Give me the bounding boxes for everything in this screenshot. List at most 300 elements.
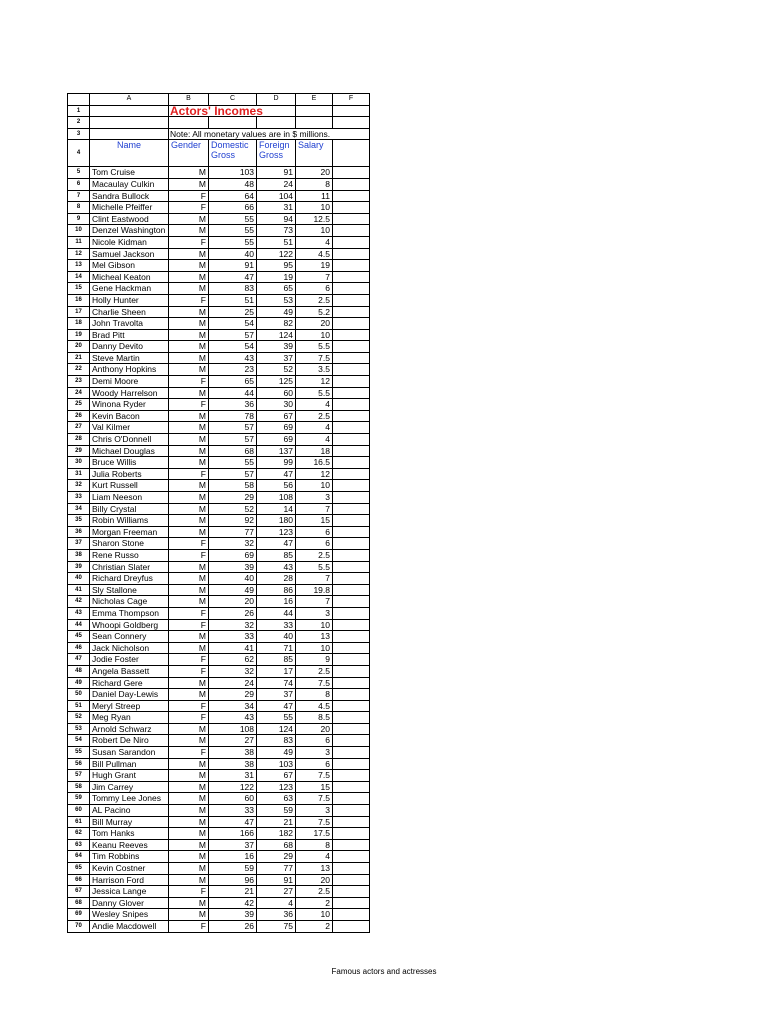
cell-foreign-gross[interactable]: 67 — [257, 770, 296, 782]
cell[interactable] — [333, 607, 370, 619]
cell-gender[interactable]: M — [169, 271, 209, 283]
cell[interactable] — [333, 874, 370, 886]
cell-foreign-gross[interactable]: 29 — [257, 851, 296, 863]
cell-gender[interactable]: M — [169, 631, 209, 643]
cell-domestic-gross[interactable]: 77 — [209, 526, 257, 538]
cell-name[interactable]: AL Pacino — [90, 805, 169, 817]
cell-foreign-gross[interactable]: 86 — [257, 584, 296, 596]
cell-foreign-gross[interactable]: 85 — [257, 654, 296, 666]
row-number[interactable]: 13 — [68, 260, 90, 272]
cell-foreign-gross[interactable]: 65 — [257, 283, 296, 295]
cell-name[interactable]: Anthony Hopkins — [90, 364, 169, 376]
cell-name[interactable]: Tom Hanks — [90, 828, 169, 840]
cell-foreign-gross[interactable]: 37 — [257, 352, 296, 364]
cell-salary[interactable]: 7 — [296, 596, 333, 608]
row-number[interactable]: 38 — [68, 549, 90, 561]
cell-domestic-gross[interactable]: 47 — [209, 271, 257, 283]
cell-name[interactable]: Wesley Snipes — [90, 909, 169, 921]
cell-salary[interactable]: 12 — [296, 468, 333, 480]
cell-gender[interactable]: M — [169, 874, 209, 886]
cell[interactable] — [333, 167, 370, 179]
cell[interactable] — [333, 723, 370, 735]
cell-foreign-gross[interactable]: 49 — [257, 747, 296, 759]
row-number[interactable]: 28 — [68, 434, 90, 446]
cell-domestic-gross[interactable]: 68 — [209, 445, 257, 457]
row-number[interactable]: 23 — [68, 376, 90, 388]
cell-salary[interactable]: 6 — [296, 735, 333, 747]
cell-domestic-gross[interactable]: 55 — [209, 225, 257, 237]
cell[interactable] — [333, 561, 370, 573]
cell-domestic-gross[interactable]: 41 — [209, 642, 257, 654]
cell[interactable] — [333, 434, 370, 446]
cell-gender[interactable]: M — [169, 445, 209, 457]
cell[interactable] — [333, 117, 370, 129]
cell-foreign-gross[interactable]: 77 — [257, 863, 296, 875]
cell-name[interactable]: Jack Nicholson — [90, 642, 169, 654]
cell-salary[interactable]: 4 — [296, 434, 333, 446]
cell-gender[interactable]: M — [169, 341, 209, 353]
cell-salary[interactable]: 15 — [296, 781, 333, 793]
cell-name[interactable]: Danny Glover — [90, 897, 169, 909]
cell-foreign-gross[interactable]: 69 — [257, 434, 296, 446]
cell-name[interactable]: Susan Sarandon — [90, 747, 169, 759]
cell-domestic-gross[interactable]: 69 — [209, 549, 257, 561]
cell-domestic-gross[interactable]: 21 — [209, 886, 257, 898]
column-header[interactable]: E — [296, 94, 333, 106]
cell-salary[interactable]: 16.5 — [296, 457, 333, 469]
cell[interactable] — [333, 105, 370, 117]
cell[interactable] — [296, 117, 333, 129]
cell-domestic-gross[interactable]: 55 — [209, 457, 257, 469]
cell-name[interactable]: Richard Gere — [90, 677, 169, 689]
cell-gender[interactable]: M — [169, 526, 209, 538]
cell-gender[interactable]: M — [169, 225, 209, 237]
cell-foreign-gross[interactable]: 21 — [257, 816, 296, 828]
cell-domestic-gross[interactable]: 37 — [209, 839, 257, 851]
cell[interactable] — [333, 920, 370, 932]
cell-salary[interactable]: 5.5 — [296, 341, 333, 353]
cell[interactable] — [333, 225, 370, 237]
row-number[interactable]: 14 — [68, 271, 90, 283]
cell-gender[interactable]: M — [169, 863, 209, 875]
cell-domestic-gross[interactable]: 43 — [209, 712, 257, 724]
cell-domestic-gross[interactable]: 122 — [209, 781, 257, 793]
cell-foreign-gross[interactable]: 47 — [257, 700, 296, 712]
cell-name[interactable]: Bill Murray — [90, 816, 169, 828]
cell-foreign-gross[interactable]: 180 — [257, 515, 296, 527]
row-number[interactable]: 59 — [68, 793, 90, 805]
cell-foreign-gross[interactable]: 103 — [257, 758, 296, 770]
cell[interactable] — [333, 341, 370, 353]
row-number[interactable]: 16 — [68, 294, 90, 306]
cell-name[interactable]: Robert De Niro — [90, 735, 169, 747]
cell-name[interactable]: Christian Slater — [90, 561, 169, 573]
cell-foreign-gross[interactable]: 104 — [257, 190, 296, 202]
cell-salary[interactable]: 3 — [296, 607, 333, 619]
cell-name[interactable]: Michael Douglas — [90, 445, 169, 457]
cell-name[interactable]: Billy Crystal — [90, 503, 169, 515]
cell-salary[interactable]: 19.8 — [296, 584, 333, 596]
cell-gender[interactable]: M — [169, 167, 209, 179]
cell-foreign-gross[interactable]: 36 — [257, 909, 296, 921]
row-number[interactable]: 66 — [68, 874, 90, 886]
cell[interactable] — [333, 805, 370, 817]
cell-domestic-gross[interactable]: 43 — [209, 352, 257, 364]
cell-foreign-gross[interactable]: 37 — [257, 689, 296, 701]
cell-gender[interactable]: M — [169, 805, 209, 817]
cell[interactable] — [333, 816, 370, 828]
cell-domestic-gross[interactable]: 29 — [209, 492, 257, 504]
cell[interactable] — [333, 445, 370, 457]
row-number[interactable]: 53 — [68, 723, 90, 735]
cell-gender[interactable]: F — [169, 654, 209, 666]
row-number[interactable]: 1 — [68, 105, 90, 117]
cell-domestic-gross[interactable]: 40 — [209, 248, 257, 260]
cell-domestic-gross[interactable]: 32 — [209, 619, 257, 631]
cell-foreign-gross[interactable]: 99 — [257, 457, 296, 469]
cell-gender[interactable]: M — [169, 318, 209, 330]
cell-name[interactable]: Sharon Stone — [90, 538, 169, 550]
header-foreign-gross[interactable]: Foreign Gross — [257, 140, 296, 167]
cell[interactable] — [333, 619, 370, 631]
cell-domestic-gross[interactable]: 16 — [209, 851, 257, 863]
cell-gender[interactable]: M — [169, 770, 209, 782]
cell-gender[interactable]: M — [169, 260, 209, 272]
cell[interactable] — [333, 480, 370, 492]
row-number[interactable]: 31 — [68, 468, 90, 480]
cell-domestic-gross[interactable]: 25 — [209, 306, 257, 318]
cell-domestic-gross[interactable]: 103 — [209, 167, 257, 179]
cell-foreign-gross[interactable]: 33 — [257, 619, 296, 631]
cell-name[interactable]: Chris O'Donnell — [90, 434, 169, 446]
cell-foreign-gross[interactable]: 19 — [257, 271, 296, 283]
cell-foreign-gross[interactable]: 85 — [257, 549, 296, 561]
cell-gender[interactable]: M — [169, 677, 209, 689]
cell[interactable] — [333, 781, 370, 793]
cell-foreign-gross[interactable]: 28 — [257, 573, 296, 585]
cell-name[interactable]: Tom Cruise — [90, 167, 169, 179]
column-header[interactable]: D — [257, 94, 296, 106]
cell-domestic-gross[interactable]: 65 — [209, 376, 257, 388]
cell-salary[interactable]: 2.5 — [296, 410, 333, 422]
cell-gender[interactable]: M — [169, 561, 209, 573]
row-number[interactable]: 29 — [68, 445, 90, 457]
cell-gender[interactable]: F — [169, 294, 209, 306]
cell-gender[interactable]: M — [169, 480, 209, 492]
cell[interactable] — [333, 584, 370, 596]
cell-domestic-gross[interactable]: 33 — [209, 631, 257, 643]
cell-foreign-gross[interactable]: 24 — [257, 178, 296, 190]
row-number[interactable]: 15 — [68, 283, 90, 295]
cell-domestic-gross[interactable]: 39 — [209, 909, 257, 921]
cell-name[interactable]: Bill Pullman — [90, 758, 169, 770]
cell[interactable] — [333, 492, 370, 504]
row-number[interactable]: 39 — [68, 561, 90, 573]
cell-salary[interactable]: 3 — [296, 492, 333, 504]
cell-domestic-gross[interactable]: 47 — [209, 816, 257, 828]
row-number[interactable]: 7 — [68, 190, 90, 202]
cell-salary[interactable]: 6 — [296, 283, 333, 295]
cell-salary[interactable]: 10 — [296, 909, 333, 921]
cell-name[interactable]: Charlie Sheen — [90, 306, 169, 318]
cell-salary[interactable]: 7.5 — [296, 816, 333, 828]
cell-gender[interactable]: F — [169, 607, 209, 619]
cell[interactable] — [333, 596, 370, 608]
cell-name[interactable]: Kevin Bacon — [90, 410, 169, 422]
cell-name[interactable]: Mel Gibson — [90, 260, 169, 272]
cell-gender[interactable]: M — [169, 329, 209, 341]
cell-domestic-gross[interactable]: 58 — [209, 480, 257, 492]
cell-name[interactable]: Meg Ryan — [90, 712, 169, 724]
cell-domestic-gross[interactable]: 166 — [209, 828, 257, 840]
cell-salary[interactable]: 2.5 — [296, 665, 333, 677]
cell-gender[interactable]: M — [169, 584, 209, 596]
cell-salary[interactable]: 6 — [296, 538, 333, 550]
row-number[interactable]: 4 — [68, 140, 90, 167]
cell-name[interactable]: Nicole Kidman — [90, 236, 169, 248]
cell-gender[interactable]: M — [169, 503, 209, 515]
cell[interactable] — [333, 376, 370, 388]
cell-domestic-gross[interactable]: 40 — [209, 573, 257, 585]
cell-domestic-gross[interactable]: 57 — [209, 422, 257, 434]
cell[interactable] — [333, 260, 370, 272]
cell-foreign-gross[interactable]: 82 — [257, 318, 296, 330]
cell-gender[interactable]: F — [169, 376, 209, 388]
cell[interactable] — [333, 631, 370, 643]
cell-foreign-gross[interactable]: 51 — [257, 236, 296, 248]
cell-salary[interactable]: 4.5 — [296, 248, 333, 260]
cell-domestic-gross[interactable]: 91 — [209, 260, 257, 272]
cell-foreign-gross[interactable]: 94 — [257, 213, 296, 225]
cell-foreign-gross[interactable]: 47 — [257, 468, 296, 480]
cell[interactable] — [333, 387, 370, 399]
cell-foreign-gross[interactable]: 47 — [257, 538, 296, 550]
cell-salary[interactable]: 7 — [296, 503, 333, 515]
cell-gender[interactable]: F — [169, 549, 209, 561]
cell-salary[interactable]: 17.5 — [296, 828, 333, 840]
cell-foreign-gross[interactable]: 91 — [257, 167, 296, 179]
cell-name[interactable]: Whoopi Goldberg — [90, 619, 169, 631]
row-number[interactable]: 19 — [68, 329, 90, 341]
row-number[interactable]: 64 — [68, 851, 90, 863]
cell-domestic-gross[interactable]: 34 — [209, 700, 257, 712]
cell[interactable] — [333, 573, 370, 585]
cell-name[interactable]: Julia Roberts — [90, 468, 169, 480]
cell-gender[interactable]: F — [169, 619, 209, 631]
cell-salary[interactable]: 3 — [296, 805, 333, 817]
cell-name[interactable]: Bruce Willis — [90, 457, 169, 469]
cell-domestic-gross[interactable]: 48 — [209, 178, 257, 190]
cell-name[interactable]: Michelle Pfeiffer — [90, 202, 169, 214]
cell[interactable] — [333, 549, 370, 561]
row-number[interactable]: 25 — [68, 399, 90, 411]
row-number[interactable]: 55 — [68, 747, 90, 759]
cell-foreign-gross[interactable]: 75 — [257, 920, 296, 932]
cell-salary[interactable]: 5.2 — [296, 306, 333, 318]
cell-gender[interactable]: M — [169, 828, 209, 840]
cell-foreign-gross[interactable]: 55 — [257, 712, 296, 724]
cell[interactable] — [333, 770, 370, 782]
cell-domestic-gross[interactable]: 57 — [209, 468, 257, 480]
cell-name[interactable]: Angela Bassett — [90, 665, 169, 677]
cell-domestic-gross[interactable]: 54 — [209, 318, 257, 330]
cell-gender[interactable]: F — [169, 700, 209, 712]
cell-name[interactable]: Harrison Ford — [90, 874, 169, 886]
cell-domestic-gross[interactable]: 27 — [209, 735, 257, 747]
cell-salary[interactable]: 4 — [296, 422, 333, 434]
cell-salary[interactable]: 10 — [296, 329, 333, 341]
row-number[interactable]: 57 — [68, 770, 90, 782]
row-number[interactable]: 41 — [68, 584, 90, 596]
cell-name[interactable]: Richard Dreyfus — [90, 573, 169, 585]
cell[interactable] — [90, 105, 169, 117]
cell-salary[interactable]: 7 — [296, 271, 333, 283]
row-number[interactable]: 2 — [68, 117, 90, 129]
cell-gender[interactable]: F — [169, 665, 209, 677]
cell[interactable] — [90, 117, 169, 129]
cell-salary[interactable]: 2.5 — [296, 549, 333, 561]
cell-gender[interactable]: M — [169, 515, 209, 527]
cell-salary[interactable]: 2.5 — [296, 886, 333, 898]
sheet-title[interactable]: Actors' Incomes — [169, 105, 296, 117]
cell[interactable] — [333, 140, 370, 167]
row-number[interactable]: 36 — [68, 526, 90, 538]
cell-name[interactable]: Hugh Grant — [90, 770, 169, 782]
cell[interactable] — [257, 117, 296, 129]
row-number[interactable]: 5 — [68, 167, 90, 179]
cell-gender[interactable]: M — [169, 352, 209, 364]
column-header[interactable]: B — [169, 94, 209, 106]
cell-salary[interactable]: 7.5 — [296, 770, 333, 782]
cell-gender[interactable]: M — [169, 422, 209, 434]
cell[interactable] — [333, 202, 370, 214]
cell-foreign-gross[interactable]: 124 — [257, 329, 296, 341]
cell[interactable] — [333, 863, 370, 875]
cell-gender[interactable]: F — [169, 538, 209, 550]
cell-gender[interactable]: M — [169, 573, 209, 585]
cell-name[interactable]: Sean Connery — [90, 631, 169, 643]
cell-foreign-gross[interactable]: 71 — [257, 642, 296, 654]
column-header[interactable]: A — [90, 94, 169, 106]
cell-domestic-gross[interactable]: 42 — [209, 897, 257, 909]
cell[interactable] — [333, 457, 370, 469]
cell-gender[interactable]: M — [169, 781, 209, 793]
cell-foreign-gross[interactable]: 124 — [257, 723, 296, 735]
cell-domestic-gross[interactable]: 96 — [209, 874, 257, 886]
cell-domestic-gross[interactable]: 83 — [209, 283, 257, 295]
row-number[interactable]: 8 — [68, 202, 90, 214]
cell-name[interactable]: Macaulay Culkin — [90, 178, 169, 190]
cell-name[interactable]: Nicholas Cage — [90, 596, 169, 608]
cell-salary[interactable]: 4 — [296, 399, 333, 411]
cell-foreign-gross[interactable]: 56 — [257, 480, 296, 492]
cell-salary[interactable]: 4.5 — [296, 700, 333, 712]
cell-gender[interactable]: F — [169, 747, 209, 759]
cell-domestic-gross[interactable]: 33 — [209, 805, 257, 817]
cell-domestic-gross[interactable]: 32 — [209, 665, 257, 677]
cell[interactable] — [333, 526, 370, 538]
cell-salary[interactable]: 12 — [296, 376, 333, 388]
cell-gender[interactable]: M — [169, 689, 209, 701]
cell-name[interactable]: Kurt Russell — [90, 480, 169, 492]
cell-domestic-gross[interactable]: 44 — [209, 387, 257, 399]
cell-salary[interactable]: 10 — [296, 619, 333, 631]
cell[interactable] — [333, 236, 370, 248]
cell[interactable] — [333, 178, 370, 190]
cell-salary[interactable]: 2 — [296, 920, 333, 932]
cell-foreign-gross[interactable]: 27 — [257, 886, 296, 898]
cell-foreign-gross[interactable]: 123 — [257, 781, 296, 793]
cell-salary[interactable]: 11 — [296, 190, 333, 202]
cell-salary[interactable]: 4 — [296, 236, 333, 248]
cell[interactable] — [333, 689, 370, 701]
cell-gender[interactable]: M — [169, 897, 209, 909]
cell-salary[interactable]: 10 — [296, 202, 333, 214]
row-number[interactable]: 12 — [68, 248, 90, 260]
row-number[interactable]: 30 — [68, 457, 90, 469]
cell-salary[interactable]: 9 — [296, 654, 333, 666]
cell-salary[interactable]: 12.5 — [296, 213, 333, 225]
cell-name[interactable]: Winona Ryder — [90, 399, 169, 411]
cell-gender[interactable]: M — [169, 793, 209, 805]
row-number[interactable]: 35 — [68, 515, 90, 527]
cell-domestic-gross[interactable]: 20 — [209, 596, 257, 608]
column-header[interactable]: C — [209, 94, 257, 106]
cell-salary[interactable]: 13 — [296, 863, 333, 875]
cell-salary[interactable]: 7.5 — [296, 352, 333, 364]
cell-name[interactable]: Meryl Streep — [90, 700, 169, 712]
cell[interactable] — [333, 758, 370, 770]
cell-domestic-gross[interactable]: 57 — [209, 329, 257, 341]
cell-foreign-gross[interactable]: 74 — [257, 677, 296, 689]
cell-salary[interactable]: 20 — [296, 167, 333, 179]
cell-foreign-gross[interactable]: 4 — [257, 897, 296, 909]
cell[interactable] — [333, 190, 370, 202]
cell-gender[interactable]: F — [169, 202, 209, 214]
cell-gender[interactable]: M — [169, 248, 209, 260]
cell[interactable] — [333, 318, 370, 330]
cell-domestic-gross[interactable]: 52 — [209, 503, 257, 515]
cell[interactable] — [333, 735, 370, 747]
cell-foreign-gross[interactable]: 67 — [257, 410, 296, 422]
header-domestic-gross[interactable]: Domestic Gross — [209, 140, 257, 167]
header-name[interactable]: Name — [90, 140, 169, 167]
cell[interactable] — [333, 851, 370, 863]
row-number[interactable]: 61 — [68, 816, 90, 828]
cell-foreign-gross[interactable]: 17 — [257, 665, 296, 677]
row-number[interactable]: 52 — [68, 712, 90, 724]
cell-gender[interactable]: M — [169, 735, 209, 747]
cell[interactable] — [333, 294, 370, 306]
cell[interactable] — [296, 105, 333, 117]
cell-name[interactable]: Arnold Schwarz — [90, 723, 169, 735]
cell-gender[interactable]: M — [169, 178, 209, 190]
cell-name[interactable]: Jessica Lange — [90, 886, 169, 898]
cell-name[interactable]: Rene Russo — [90, 549, 169, 561]
row-number[interactable]: 44 — [68, 619, 90, 631]
cell-salary[interactable]: 19 — [296, 260, 333, 272]
row-number[interactable]: 56 — [68, 758, 90, 770]
row-number[interactable]: 43 — [68, 607, 90, 619]
cell[interactable] — [333, 897, 370, 909]
cell-gender[interactable]: M — [169, 213, 209, 225]
row-number[interactable]: 10 — [68, 225, 90, 237]
row-number[interactable]: 9 — [68, 213, 90, 225]
row-number[interactable]: 33 — [68, 492, 90, 504]
cell[interactable] — [90, 128, 169, 140]
cell-domestic-gross[interactable]: 54 — [209, 341, 257, 353]
cell-foreign-gross[interactable]: 63 — [257, 793, 296, 805]
